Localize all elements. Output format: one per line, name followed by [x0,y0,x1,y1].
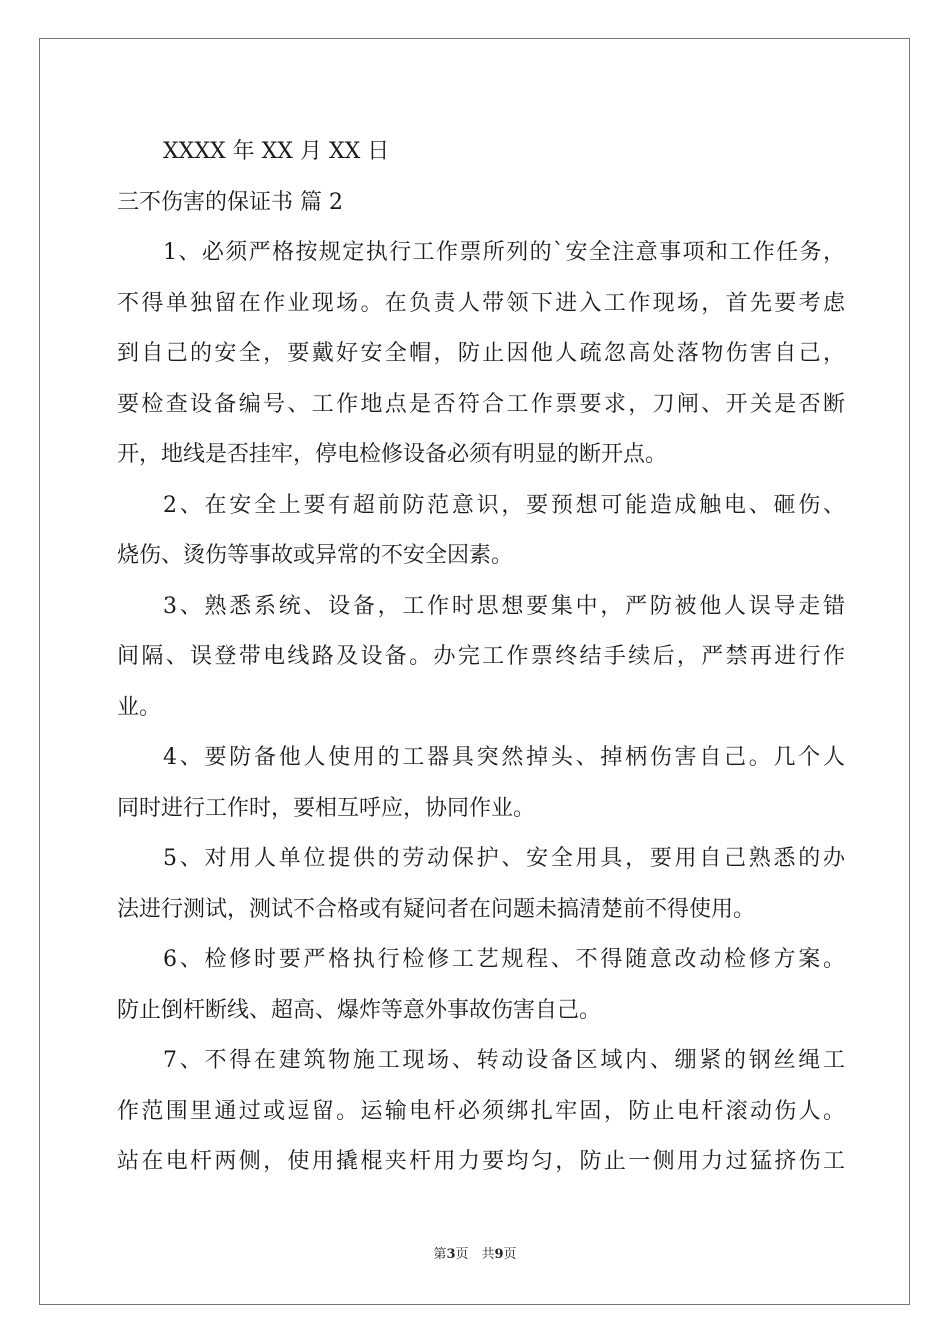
footer-suffix: 页 [503,1247,517,1262]
paragraph-line: 1、必须严格按规定执行工作票所列的`安全注意事项和工作任务， [163,240,845,265]
date-line: XXXX 年 XX 月 XX 日 [163,139,390,164]
paragraph-line: 业。 [117,694,162,720]
page-footer [0,1243,950,1262]
paragraph-line: 不得单独留在作业现场。在负责人带领下进入工作现场，首先要考虑 [117,290,845,316]
paragraph-line: 要检查设备编号、工作地点是否符合工作票要求，刀闸、开关是否断 [117,391,845,417]
paragraph-line: 5、对用人单位提供的劳动保护、安全用具，要用自己熟悉的办 [163,846,845,871]
footer-mid: 页 共 [455,1247,495,1262]
section-heading: 三不伤害的保证书 篇 2 [117,189,343,215]
paragraph-line: 法进行测试，测试不合格或有疑问者在问题未搞清楚前不得使用。 [117,896,756,922]
paragraph-line: 站在电杆两侧，使用撬棍夹杆用力要均匀，防止一侧用力过猛挤伤工 [117,1149,845,1174]
paragraph-line: 烧伤、烫伤等事故或异常的不安全因素。 [117,543,514,568]
paragraph-line: 同时进行工作时，要相互呼应，协同作业。 [117,795,536,821]
paragraph-line: 到自己的安全，要戴好安全帽，防止因他人疏忽高处落物伤害自己， [117,341,845,366]
total-pages-number: 9 [494,1247,504,1262]
document-body [117,127,845,1188]
paragraph-line: 2、在安全上要有超前防范意识，要预想可能造成触电、砸伤、 [163,492,845,518]
paragraph-line: 7、不得在建筑物施工现场、转动设备区域内、绷紧的钢丝绳工 [163,1048,845,1073]
paragraph-line: 作范围里通过或逗留。运输电杆必须绑扎牢固，防止电杆滚动伤人。 [117,1098,845,1124]
footer-prefix: 第 [433,1247,447,1262]
paragraph-line: 开，地线是否挂牢，停电检修设备必须有明显的断开点。 [117,442,668,467]
paragraph-line: 防止倒杆断线、超高、爆炸等意外事故伤害自己。 [117,997,602,1023]
paragraph-line: 3、熟悉系统、设备，工作时思想要集中，严防被他人误导走错 [163,593,845,619]
current-page-number: 3 [446,1247,456,1262]
paragraph-line: 间隔、误登带电线路及设备。办完工作票终结手续后，严禁再进行作 [117,644,845,669]
paragraph-line: 6、检修时要严格执行检修工艺规程、不得随意改动检修方案。 [163,947,845,972]
paragraph-line: 4、要防备他人使用的工器具突然掉头、掉柄伤害自己。几个人 [163,745,845,770]
